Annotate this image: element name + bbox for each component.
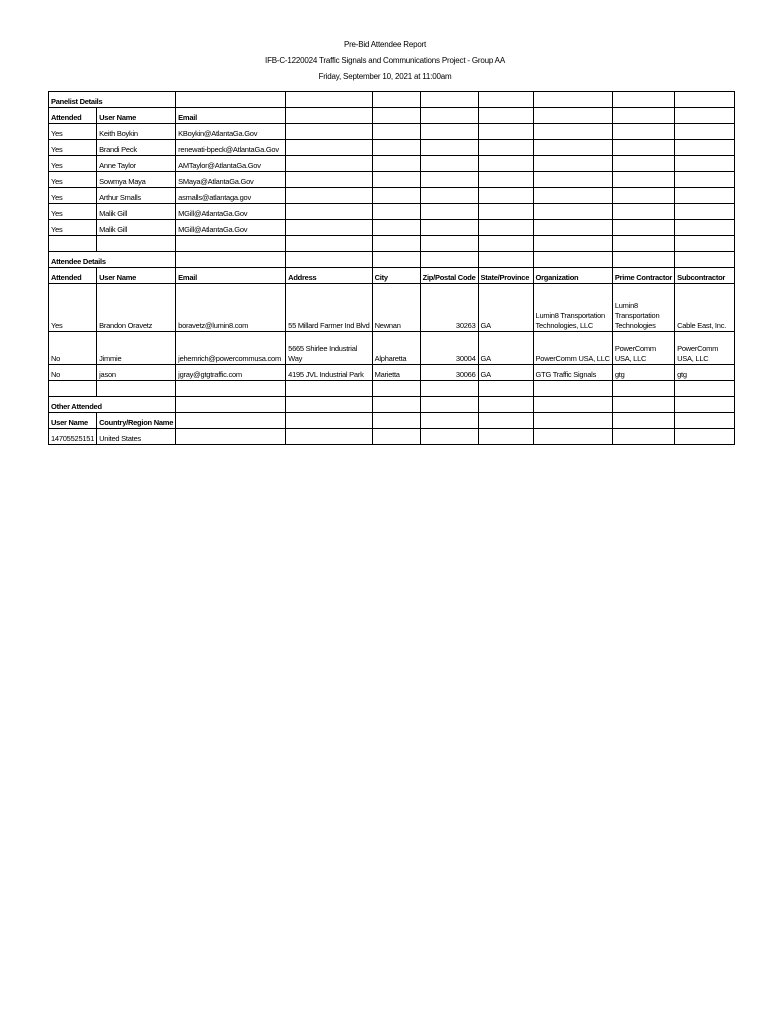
col-header: Address — [286, 268, 372, 284]
cell-attended: Yes — [49, 204, 97, 220]
cell-prime-contractor: PowerComm USA, LLC — [612, 332, 674, 365]
cell-user-name: Malik Gill — [97, 220, 176, 236]
col-header: Subcontractor — [675, 268, 735, 284]
col-header: Attended — [49, 108, 97, 124]
cell-organization: Lumin8 Transportation Technologies, LLC — [533, 284, 612, 332]
cell-attended: Yes — [49, 220, 97, 236]
cell-subcontractor: gtg — [675, 365, 735, 381]
cell-attended: Yes — [49, 172, 97, 188]
cell-user-name: Keith Boykin — [97, 124, 176, 140]
cell-user-name: Sowmya Maya — [97, 172, 176, 188]
cell-address: 5665 Shirlee Industrial Way — [286, 332, 372, 365]
report-subtitle: IFB-C-1220024 Traffic Signals and Communications Project - Group AA — [265, 56, 505, 65]
cell-user-name: Brandi Peck — [97, 140, 176, 156]
attendee-row — [49, 284, 735, 332]
cell-user-name: Brandon Oravetz — [97, 284, 176, 332]
panelist-row — [49, 156, 735, 172]
col-header: State/Province — [478, 268, 533, 284]
cell-email: renewati-bpeck@AtlantaGa.Gov — [176, 140, 286, 156]
panelist-row — [49, 140, 735, 156]
cell-zip: 30004 — [420, 332, 478, 365]
col-header: Organization — [533, 268, 612, 284]
cell-prime-contractor: Lumin8 Transportation Technologies — [612, 284, 674, 332]
cell-user-name: Malik Gill — [97, 204, 176, 220]
cell-prime-contractor: gtg — [612, 365, 674, 381]
attendee-section-title: Attendee Details — [49, 252, 176, 268]
other-header-row — [49, 413, 735, 429]
panelist-section-title: Panelist Details — [49, 92, 176, 108]
cell-attended: Yes — [49, 156, 97, 172]
cell-user-name: jason — [97, 365, 176, 381]
cell-email: jgray@gtgtraffic.com — [176, 365, 286, 381]
cell-city: Newnan — [372, 284, 420, 332]
cell-state: GA — [478, 284, 533, 332]
col-header: User Name — [97, 268, 176, 284]
cell-attended: Yes — [49, 284, 97, 332]
cell-user-name: Anne Taylor — [97, 156, 176, 172]
attendee-section-row — [49, 252, 735, 268]
panelist-row — [49, 188, 735, 204]
cell-email: KBoykin@AtlantaGa.Gov — [176, 124, 286, 140]
blank-row — [49, 236, 735, 252]
cell-address: 55 Millard Farmer Ind Blvd — [286, 284, 372, 332]
cell-city: Alpharetta — [372, 332, 420, 365]
cell-email: boravetz@lumin8.com — [176, 284, 286, 332]
attendee-row — [49, 332, 735, 365]
cell-email: SMaya@AtlantaGa.Gov — [176, 172, 286, 188]
col-header: Email — [176, 268, 286, 284]
col-header: Zip/Postal Code — [420, 268, 478, 284]
cell-attended: Yes — [49, 188, 97, 204]
cell-subcontractor: PowerComm USA, LLC — [675, 332, 735, 365]
cell-zip: 30263 — [420, 284, 478, 332]
panelist-header-row — [49, 108, 735, 124]
cell-user-name: Jimmie — [97, 332, 176, 365]
other-section-row — [49, 397, 735, 413]
report-title: Pre-Bid Attendee Report — [343, 40, 427, 49]
col-header: Prime Contractor — [612, 268, 674, 284]
blank-row — [49, 381, 735, 397]
cell-attended: Yes — [49, 124, 97, 140]
cell-country: United States — [97, 429, 176, 445]
cell-organization: PowerComm USA, LLC — [533, 332, 612, 365]
col-header: Attended — [49, 268, 97, 284]
report-date: Friday, September 10, 2021 at 11:00am — [318, 72, 452, 81]
attendee-row — [49, 365, 735, 381]
attendee-header-row — [49, 268, 735, 284]
cell-zip: 30066 — [420, 365, 478, 381]
cell-user-name: Arthur Smalls — [97, 188, 176, 204]
cell-attended: No — [49, 332, 97, 365]
panelist-row — [49, 204, 735, 220]
col-header: City — [372, 268, 420, 284]
cell-state: GA — [478, 332, 533, 365]
col-header: Country/Region Name — [97, 413, 176, 429]
cell-email: asmalls@atlantaga.gov — [176, 188, 286, 204]
col-header: User Name — [49, 413, 97, 429]
cell-subcontractor: Cable East, Inc. — [675, 284, 735, 332]
cell-attended: No — [49, 365, 97, 381]
cell-email: AMTaylor@AtlantaGa.Gov — [176, 156, 286, 172]
cell-city: Marietta — [372, 365, 420, 381]
cell-user-name: 14705525151 — [49, 429, 97, 445]
panelist-row — [49, 124, 735, 140]
panelist-row — [49, 220, 735, 236]
cell-email: MGill@AtlantaGa.Gov — [176, 204, 286, 220]
attendee-report-table — [48, 91, 735, 445]
col-header: Email — [176, 108, 286, 124]
panelist-section-row — [49, 92, 735, 108]
other-section-title: Other Attended — [49, 397, 176, 413]
cell-email: MGill@AtlantaGa.Gov — [176, 220, 286, 236]
cell-state: GA — [478, 365, 533, 381]
panelist-row — [49, 172, 735, 188]
cell-address: 4195 JVL Industrial Park — [286, 365, 372, 381]
other-row — [49, 429, 735, 445]
cell-attended: Yes — [49, 140, 97, 156]
col-header: User Name — [97, 108, 176, 124]
cell-email: jehemrich@powercommusa.com — [176, 332, 286, 365]
cell-organization: GTG Traffic Signals — [533, 365, 612, 381]
